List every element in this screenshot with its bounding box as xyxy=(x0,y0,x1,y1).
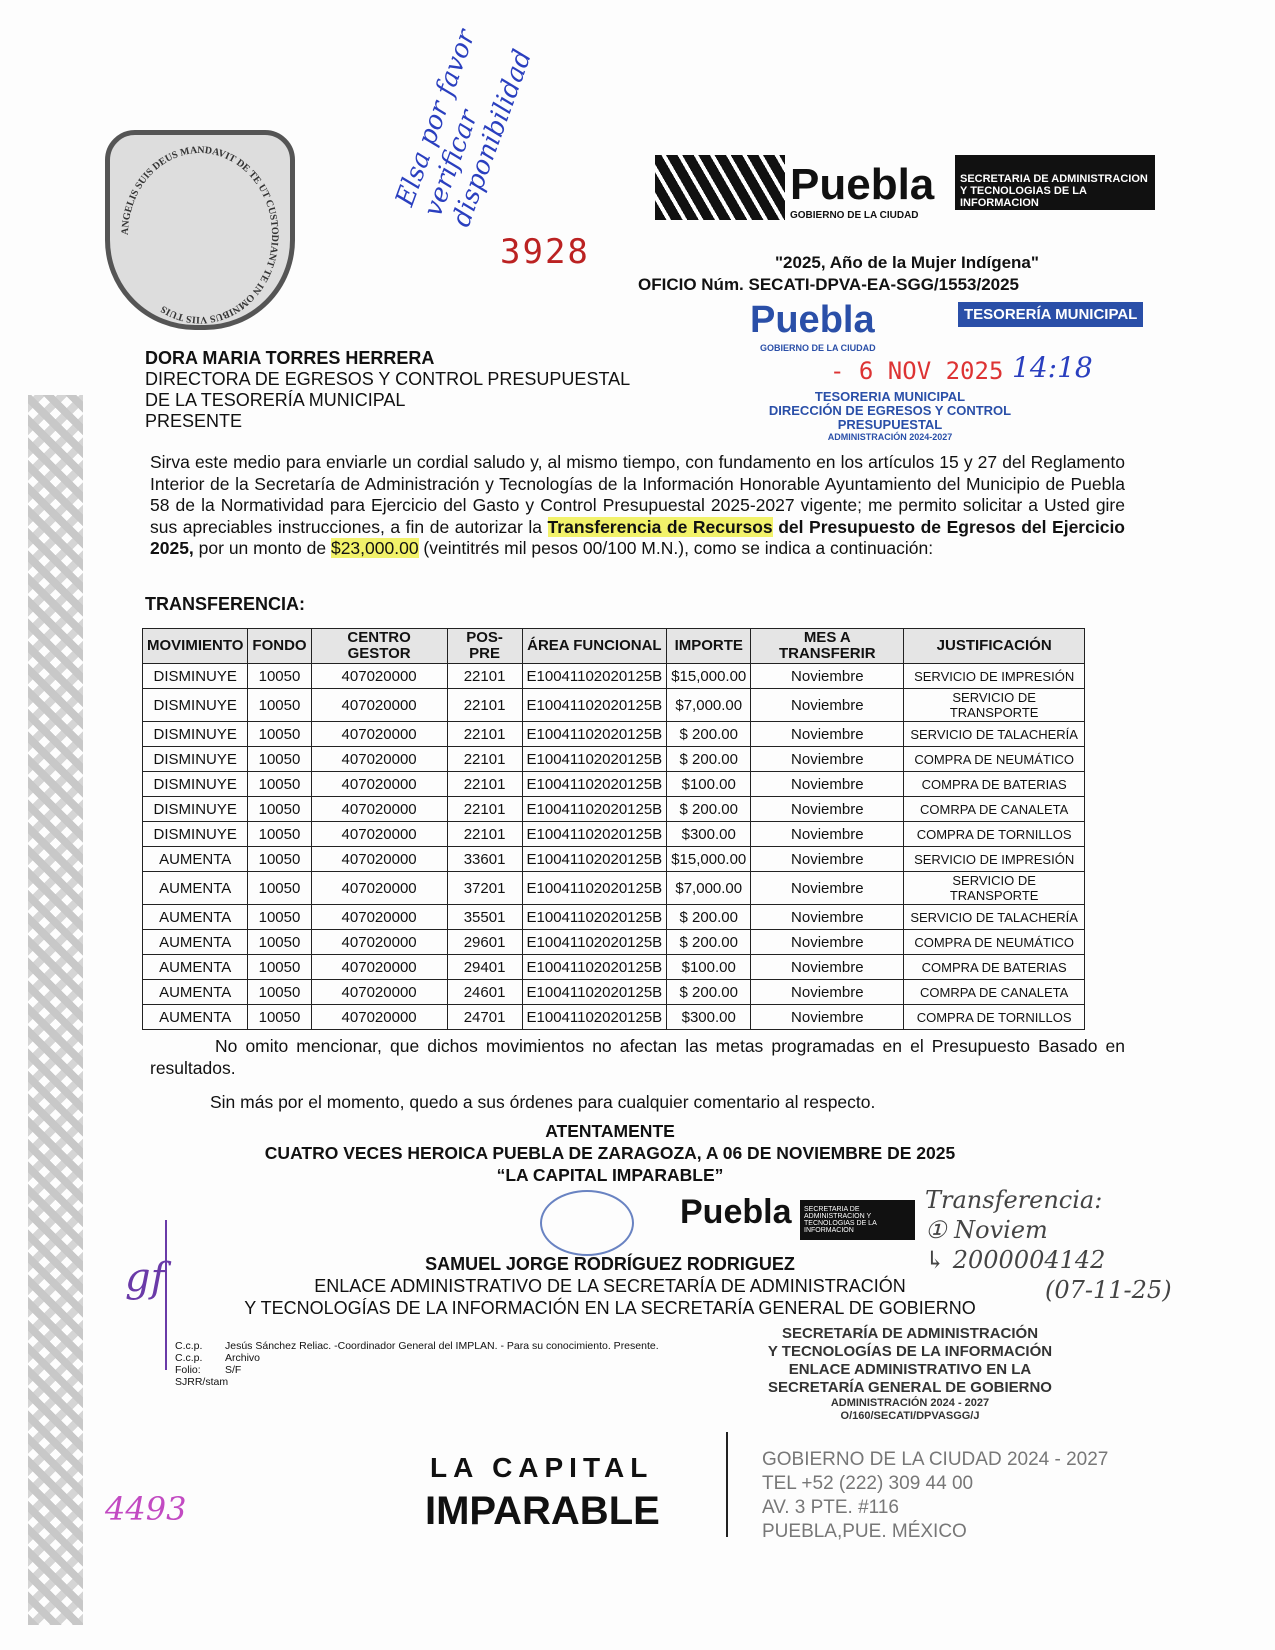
table-cell: SERVICIO DE IMPRESIÓN xyxy=(904,847,1085,872)
table-cell: DISMINUYE xyxy=(143,664,248,689)
closing-atentamente: ATENTAMENTE xyxy=(545,1121,675,1141)
shield-motto xyxy=(120,145,280,325)
column-header: ÁREA FUNCIONAL xyxy=(522,629,667,664)
recipient-name: DORA MARIA TORRES HERRERA xyxy=(145,348,435,368)
table-cell: E10041102020125B xyxy=(522,905,667,930)
table-cell: 10050 xyxy=(248,664,311,689)
table-cell: Noviembre xyxy=(751,905,904,930)
table-cell: 22101 xyxy=(447,664,522,689)
highlight-transfer: Transferencia de Recursos xyxy=(547,516,773,537)
table-cell: SERVICIO DE TRANSPORTE xyxy=(904,689,1085,722)
recipient-block xyxy=(145,348,630,432)
table-cell: SERVICIO DE TRANSPORTE xyxy=(904,872,1085,905)
table-cell: 10050 xyxy=(248,872,311,905)
logo-name: Puebla xyxy=(790,160,935,209)
footer-city: PUEBLA,PUE. MÉXICO xyxy=(762,1521,967,1542)
table-row xyxy=(143,822,1085,847)
note-line: ① Noviem xyxy=(925,1216,1048,1244)
text: por un monto de xyxy=(193,538,331,558)
table-row xyxy=(143,905,1085,930)
table-cell: 29401 xyxy=(447,955,522,980)
table-cell: $100.00 xyxy=(667,955,751,980)
footer-phone: TEL +52 (222) 309 44 00 xyxy=(762,1473,974,1494)
table-cell: 29601 xyxy=(447,930,522,955)
table-cell: SERVICIO DE TALACHERÍA xyxy=(904,722,1085,747)
table-cell: DISMINUYE xyxy=(143,747,248,772)
table-cell: 22101 xyxy=(447,689,522,722)
highlight-amount: $23,000.00 xyxy=(330,538,419,558)
puebla-logo-header xyxy=(655,150,1165,225)
table-cell: $300.00 xyxy=(667,1005,751,1030)
column-header: POS-PRE xyxy=(447,629,522,664)
table-row xyxy=(143,1005,1085,1030)
table-cell: 407020000 xyxy=(311,722,447,747)
table-cell: E10041102020125B xyxy=(522,747,667,772)
received-stamp-logo: Puebla xyxy=(750,299,875,341)
closing-block xyxy=(150,1120,1070,1186)
text: (veintitrés mil pesos 00/100 M.N.), como se indica a continuación: xyxy=(418,538,934,558)
tesoreria-badge: TESORERÍA MUNICIPAL xyxy=(958,302,1143,327)
table-cell: AUMENTA xyxy=(143,1005,248,1030)
table-cell: E10041102020125B xyxy=(522,847,667,872)
stamp-admin: ADMINISTRACIÓN 2024 - 2027 xyxy=(830,1397,990,1409)
table-cell: 407020000 xyxy=(311,664,447,689)
table-cell: 407020000 xyxy=(311,822,447,847)
table-cell: E10041102020125B xyxy=(522,664,667,689)
table-cell: Noviembre xyxy=(751,847,904,872)
table-cell: AUMENTA xyxy=(143,980,248,1005)
table-cell: $15,000.00 xyxy=(667,664,751,689)
table-cell: 10050 xyxy=(248,689,311,722)
table-row xyxy=(143,955,1085,980)
table-cell: Noviembre xyxy=(751,722,904,747)
table-cell: Noviembre xyxy=(751,822,904,847)
table-cell: 407020000 xyxy=(311,747,447,772)
table-cell: 33601 xyxy=(447,847,522,872)
table-cell: DISMINUYE xyxy=(143,689,248,722)
table-cell: E10041102020125B xyxy=(522,872,667,905)
table-cell: 10050 xyxy=(248,722,311,747)
table-cell: Noviembre xyxy=(751,955,904,980)
closing-slogan: “LA CAPITAL IMPARABLE” xyxy=(496,1165,724,1185)
table-cell: 10050 xyxy=(248,955,311,980)
table-cell: 10050 xyxy=(248,847,311,872)
table-cell: 10050 xyxy=(248,980,311,1005)
table-cell: $ 200.00 xyxy=(667,980,751,1005)
table-cell: AUMENTA xyxy=(143,872,248,905)
handwritten-note-top: Elsa por favor verificar disponibilidad xyxy=(390,25,539,231)
table-cell: 407020000 xyxy=(311,872,447,905)
ccp-line xyxy=(175,1364,659,1376)
table-cell: 407020000 xyxy=(311,980,447,1005)
table-cell: 10050 xyxy=(248,905,311,930)
ccp-block xyxy=(175,1340,659,1388)
stamp-line: Y TECNOLOGÍAS DE LA INFORMACIÓN xyxy=(767,1343,1053,1360)
stamp-line: ENLACE ADMINISTRATIVO EN LA xyxy=(788,1361,1032,1378)
table-cell: COMPRA DE NEUMÁTICO xyxy=(904,747,1085,772)
table-cell: E10041102020125B xyxy=(522,1005,667,1030)
table-cell: E10041102020125B xyxy=(522,822,667,847)
table-cell: $ 200.00 xyxy=(667,747,751,772)
table-cell: 407020000 xyxy=(311,847,447,872)
table-cell: $ 200.00 xyxy=(667,722,751,747)
table-cell: AUMENTA xyxy=(143,905,248,930)
note-line: Transferencia: xyxy=(925,1186,1103,1214)
table-cell: E10041102020125B xyxy=(522,980,667,1005)
table-cell: $300.00 xyxy=(667,822,751,847)
footer-brand-line1: LA CAPITAL xyxy=(430,1452,654,1483)
table-row xyxy=(143,930,1085,955)
footer-divider xyxy=(726,1432,728,1537)
ccp-line xyxy=(175,1352,659,1364)
table-cell: Noviembre xyxy=(751,772,904,797)
table-cell: COMPRA DE BATERIAS xyxy=(904,955,1085,980)
table-cell: 407020000 xyxy=(311,930,447,955)
footer-line: GOBIERNO DE LA CIUDAD 2024 - 2027 xyxy=(762,1449,1109,1470)
table-cell: $ 200.00 xyxy=(667,797,751,822)
table-cell: 10050 xyxy=(248,797,311,822)
table-cell: $100.00 xyxy=(667,772,751,797)
table-cell: Noviembre xyxy=(751,747,904,772)
signature xyxy=(540,1190,634,1256)
table-cell: DISMINUYE xyxy=(143,822,248,847)
table-cell: E10041102020125B xyxy=(522,689,667,722)
table-cell: 407020000 xyxy=(311,1005,447,1030)
table-cell: AUMENTA xyxy=(143,930,248,955)
table-cell: 10050 xyxy=(248,772,311,797)
stamp-line: ADMINISTRACIÓN 2024-2027 xyxy=(827,432,953,442)
table-cell: DISMINUYE xyxy=(143,722,248,747)
folio-number: 3928 xyxy=(500,232,590,272)
table-cell: COMRPA DE CANALETA xyxy=(904,980,1085,1005)
table-cell: 407020000 xyxy=(311,905,447,930)
note-line: (07-11-25) xyxy=(1045,1276,1172,1304)
sign-stamp-badge: SECRETARIA DE ADMINISTRACION Y TECNOLOGIAS DE LA INFORMACION xyxy=(800,1200,915,1240)
table-row xyxy=(143,689,1085,722)
body-paragraph-1 xyxy=(150,452,1125,560)
table-cell: E10041102020125B xyxy=(522,797,667,822)
table-cell: $15,000.00 xyxy=(667,847,751,872)
table-cell: COMRPA DE CANALETA xyxy=(904,797,1085,822)
table-cell: AUMENTA xyxy=(143,847,248,872)
admin-stamp xyxy=(745,1325,1075,1423)
table-cell: COMPRA DE NEUMÁTICO xyxy=(904,930,1085,955)
table-cell: E10041102020125B xyxy=(522,930,667,955)
table-cell: 407020000 xyxy=(311,772,447,797)
table-row xyxy=(143,664,1085,689)
table-cell: Noviembre xyxy=(751,1005,904,1030)
column-header: CENTRO GESTOR xyxy=(311,629,447,664)
handwritten-transfer-note xyxy=(925,1185,1172,1305)
column-header: JUSTIFICACIÓN xyxy=(904,629,1085,664)
ccp-value: S/F xyxy=(225,1364,242,1376)
table-cell: DISMINUYE xyxy=(143,797,248,822)
table-cell: 22101 xyxy=(447,747,522,772)
table-cell: 22101 xyxy=(447,822,522,847)
table-cell: $ 200.00 xyxy=(667,930,751,955)
transfer-table xyxy=(142,628,1085,1030)
table-cell: E10041102020125B xyxy=(522,955,667,980)
table-cell: DISMINUYE xyxy=(143,772,248,797)
logo-graphic xyxy=(655,155,785,220)
table-cell: COMPRA DE TORNILLOS xyxy=(904,822,1085,847)
shield-motto-text: ANGELIS SUIS DEUS MANDAVIT DE TE UT CUSTODIANT TE IN OMNIBUS VIIS TUIS xyxy=(119,144,281,325)
table-cell: COMPRA DE BATERIAS xyxy=(904,772,1085,797)
received-stamp-sub: GOBIERNO DE LA CIUDAD xyxy=(760,343,876,353)
table-cell: Noviembre xyxy=(751,664,904,689)
dept-badge: SECRETARIA DE ADMINISTRACION Y TECNOLOGIAS DE LA INFORMACION xyxy=(955,155,1155,210)
table-cell: 22101 xyxy=(447,722,522,747)
table-header-row xyxy=(143,629,1085,664)
ccp-label: C.c.p. xyxy=(175,1340,203,1352)
text: Sirva este medio para enviarle un cordial saludo y, al mismo tiempo, con fundamento en los artículos 15 y 27 del Reglamento Interior de la Secretaría de Administración y Tecnologías de la Información Honorable Ayuntamiento del Municipio de Puebla 58 de la Normatividad para Ejercicio del Gasto y Control Presupuestal 2025-2027 vigente; me permito solicitar a Usted gire sus apreciables instrucciones, a fin de autorizar la xyxy=(150,452,1125,537)
ccp-initials: SJRR/stam xyxy=(175,1376,229,1388)
handwritten-line xyxy=(165,1220,167,1370)
table-cell: COMPRA DE TORNILLOS xyxy=(904,1005,1085,1030)
footer-contact xyxy=(762,1448,1108,1544)
received-date: - 6 NOV 2025 xyxy=(830,357,1004,385)
column-header: IMPORTE xyxy=(667,629,751,664)
ccp-label: C.c.p. xyxy=(175,1352,203,1364)
recipient-title: DIRECTORA DE EGRESOS Y CONTROL PRESUPUESTAL xyxy=(145,369,631,389)
logo-sub: GOBIERNO DE LA CIUDAD xyxy=(790,210,919,221)
recipient-dept: DE LA TESORERÍA MUNICIPAL xyxy=(145,390,406,410)
recipient-presente: PRESENTE xyxy=(145,411,243,431)
table-cell: 24601 xyxy=(447,980,522,1005)
table-row xyxy=(143,872,1085,905)
table-cell: 22101 xyxy=(447,797,522,822)
table-row xyxy=(143,722,1085,747)
ccp-value: Archivo xyxy=(225,1352,261,1364)
table-cell: 37201 xyxy=(447,872,522,905)
column-header: MOVIMIENTO xyxy=(143,629,248,664)
table-body xyxy=(143,664,1085,1030)
table-cell: E10041102020125B xyxy=(522,772,667,797)
table-cell: $7,000.00 xyxy=(667,689,751,722)
stamp-line: SECRETARÍA GENERAL DE GOBIERNO xyxy=(768,1379,1052,1396)
table-row xyxy=(143,980,1085,1005)
handwritten-bottom-number: 4493 xyxy=(105,1490,187,1528)
table-cell: Noviembre xyxy=(751,689,904,722)
stamp-line: DIRECCIÓN DE EGRESOS Y CONTROL xyxy=(768,403,1012,418)
ccp-line xyxy=(175,1340,659,1352)
column-header: FONDO xyxy=(248,629,311,664)
table-cell: AUMENTA xyxy=(143,955,248,980)
table-cell: 407020000 xyxy=(311,955,447,980)
table-cell: 22101 xyxy=(447,772,522,797)
received-time: 14:18 xyxy=(1012,351,1093,384)
sign-stamp-logo: Puebla xyxy=(680,1193,792,1231)
table-cell: $7,000.00 xyxy=(667,872,751,905)
table-cell: 407020000 xyxy=(311,797,447,822)
received-stamp-text xyxy=(755,390,1025,443)
shield-motto-ring xyxy=(110,135,290,325)
table-cell: $ 200.00 xyxy=(667,905,751,930)
text: del Presupuesto de Egresos del Ejercicio 2025, xyxy=(150,516,1125,558)
year-motto: "2025, Año de la Mujer Indígena" xyxy=(775,253,1039,272)
table-cell: 24701 xyxy=(447,1005,522,1030)
ccp-label: Folio: xyxy=(175,1364,201,1376)
oficio-number: OFICIO Núm. SECATI-DPVA-EA-SGG/1553/2025 xyxy=(638,275,1020,294)
stamp-line: TESORERIA MUNICIPAL xyxy=(814,389,966,404)
stamp-line: PRESUPUESTAL xyxy=(837,417,943,432)
section-title: TRANSFERENCIA: xyxy=(145,594,305,614)
table-cell: Noviembre xyxy=(751,872,904,905)
table-cell: 10050 xyxy=(248,930,311,955)
table-row xyxy=(143,797,1085,822)
table-cell: SERVICIO DE TALACHERÍA xyxy=(904,905,1085,930)
table-cell: 10050 xyxy=(248,1005,311,1030)
table-cell: Noviembre xyxy=(751,930,904,955)
note-line: ↳ 2000004142 xyxy=(925,1246,1106,1274)
body-paragraph-2: No omito mencionar, que dichos movimientos no afectan las metas programadas en el Presupuesto Basado en resultados. xyxy=(150,1036,1125,1078)
table-cell: 35501 xyxy=(447,905,522,930)
stamp-ref: O/160/SECATI/DPVASGG/J xyxy=(840,1410,980,1422)
table-row xyxy=(143,747,1085,772)
table-cell: Noviembre xyxy=(751,980,904,1005)
signer-title-1: ENLACE ADMINISTRATIVO DE LA SECRETARÍA DE ADMINISTRACIÓN xyxy=(314,1276,906,1296)
signer-name: SAMUEL JORGE RODRÍGUEZ RODRIGUEZ xyxy=(425,1254,795,1274)
city-coat-of-arms xyxy=(105,130,295,330)
body-paragraph-3: Sin más por el momento, quedo a sus órdenes para cualquier comentario al respecto. xyxy=(210,1092,876,1112)
decorative-border xyxy=(28,395,83,1625)
ccp-value: Jesús Sánchez Reliac. -Coordinador General del IMPLAN. - Para su conocimiento. Presente. xyxy=(225,1340,659,1352)
table-cell: 407020000 xyxy=(311,689,447,722)
handwritten-initials: gf xyxy=(125,1255,166,1301)
footer-brand-line2: IMPARABLE xyxy=(425,1489,660,1533)
closing-place-date: CUATRO VECES HEROICA PUEBLA DE ZARAGOZA, A 06 DE NOVIEMBRE DE 2025 xyxy=(264,1143,956,1163)
footer-address: AV. 3 PTE. #116 xyxy=(762,1497,899,1518)
table-row xyxy=(143,847,1085,872)
table-cell: 10050 xyxy=(248,747,311,772)
signer-title-2: Y TECNOLOGÍAS DE LA INFORMACIÓN EN LA SECRETARÍA GENERAL DE GOBIERNO xyxy=(244,1298,976,1318)
table-cell: E10041102020125B xyxy=(522,722,667,747)
column-header: MES A TRANSFERIR xyxy=(751,629,904,664)
table-cell: SERVICIO DE IMPRESIÓN xyxy=(904,664,1085,689)
stamp-line: SECRETARÍA DE ADMINISTRACIÓN xyxy=(781,1325,1039,1342)
table-cell: 10050 xyxy=(248,822,311,847)
table-cell: Noviembre xyxy=(751,797,904,822)
table-row xyxy=(143,772,1085,797)
